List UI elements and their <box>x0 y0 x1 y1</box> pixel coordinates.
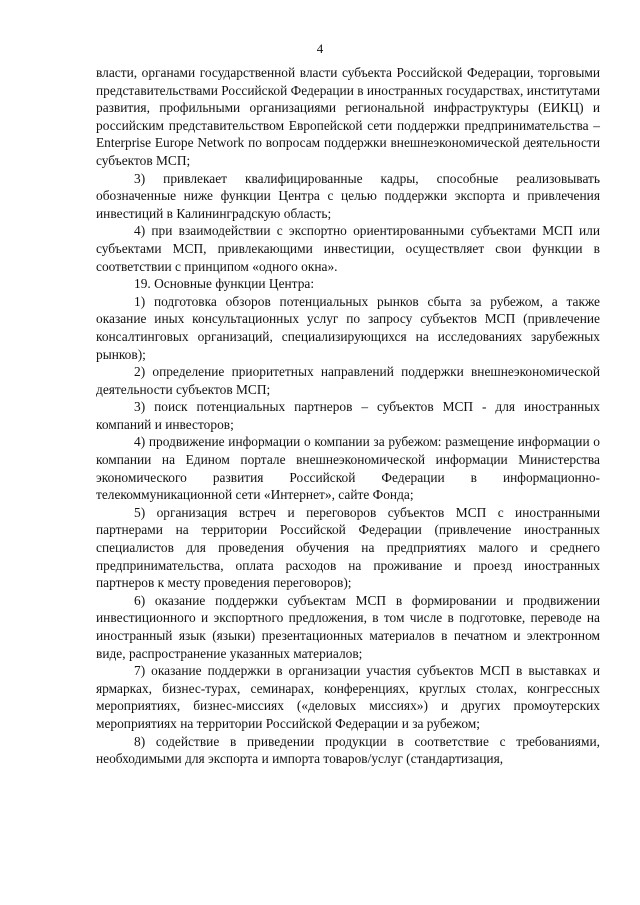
page-number: 4 <box>316 41 324 56</box>
function-item-2: 2) определение приоритетных направлений поддержки внешнеэкономической деятельности субъектов МСП; <box>96 364 600 397</box>
function-item-4: 4) продвижение информации о компании за рубежом: размещение информации о компании на Едином портале внешнеэкономической информации Министерства экономического развития Российской Федерации в информационно-телекоммуникационной сети «Интернет», сайте Фонда; <box>96 434 600 503</box>
paragraph-continuation: власти, органами государственной власти субъекта Российской Федерации, торговыми представительствами Российской Федерации в иностранных государствах, институтами развития, профильными организациями региональной инфраструктуры (ЕИКЦ) и российским представительством Европейской сети поддержки предпринимательства – Enterprise Europe Network по вопросам поддержки внешнеэкономической деятельности субъектов МСП; <box>96 65 601 168</box>
function-item-5: 5) организация встреч и переговоров субъектов МСП с иностранными партнерами на территории Российской Федерации (привлечение иностранных специалистов для проведения обучения на предприятиях малого и среднего предпринимательства, оплата расходов на проживание и проезд иностранных партнеров к месту проведения переговоров); <box>96 504 600 591</box>
paragraph-item-3: 3) привлекает квалифицированные кадры, способные реализовывать обозначенные ниже функции Центра с целью поддержки экспорта и привлечения инвестиций в Калининградскую область; <box>96 170 600 221</box>
function-item-3: 3) поиск потенциальных партнеров – субъектов МСП - для иностранных компаний и инвесторов; <box>96 399 600 432</box>
function-item-7: 7) оказание поддержки в организации участия субъектов МСП в выставках и ярмарках, бизнес-турах, семинарах, конференциях, круглых столах, конгрессных мероприятиях, бизнес-миссиях («деловых миссиях») и других промоутерских мероприятиях на территории Российской Федерации и за рубежом; <box>96 663 600 731</box>
paragraph-item-4: 4) при взаимодействии с экспортно ориентированными субъектами МСП или субъектами МСП, привлекающими инвестиции, осуществляет свои функции в соответствии с принципом «одного окна». <box>96 223 600 274</box>
function-item-6: 6) оказание поддержки субъектам МСП в формировании и продвижении инвестиционного и экспортного предложения, в том числе в подготовке, переводе на иностранный язык (языки) презентационных материалов в печатном и электронном виде, распространение указанных материалов; <box>96 592 600 661</box>
section-heading-19: 19. Основные функции Центра: <box>134 276 315 292</box>
function-item-8: 8) содействие в приведении продукции в соответствие с требованиями, необходимыми для экспорта и импорта товаров/услуг (стандартизация, <box>96 733 600 767</box>
document-body <box>96 64 600 768</box>
function-item-1: 1) подготовка обзоров потенциальных рынков сбыта за рубежом, а также оказание иных консультационных услуг по запросу субъектов МСП (привлечение консалтинговых организаций, специализирующихся на исследованиях зарубежных рынков); <box>96 293 600 362</box>
